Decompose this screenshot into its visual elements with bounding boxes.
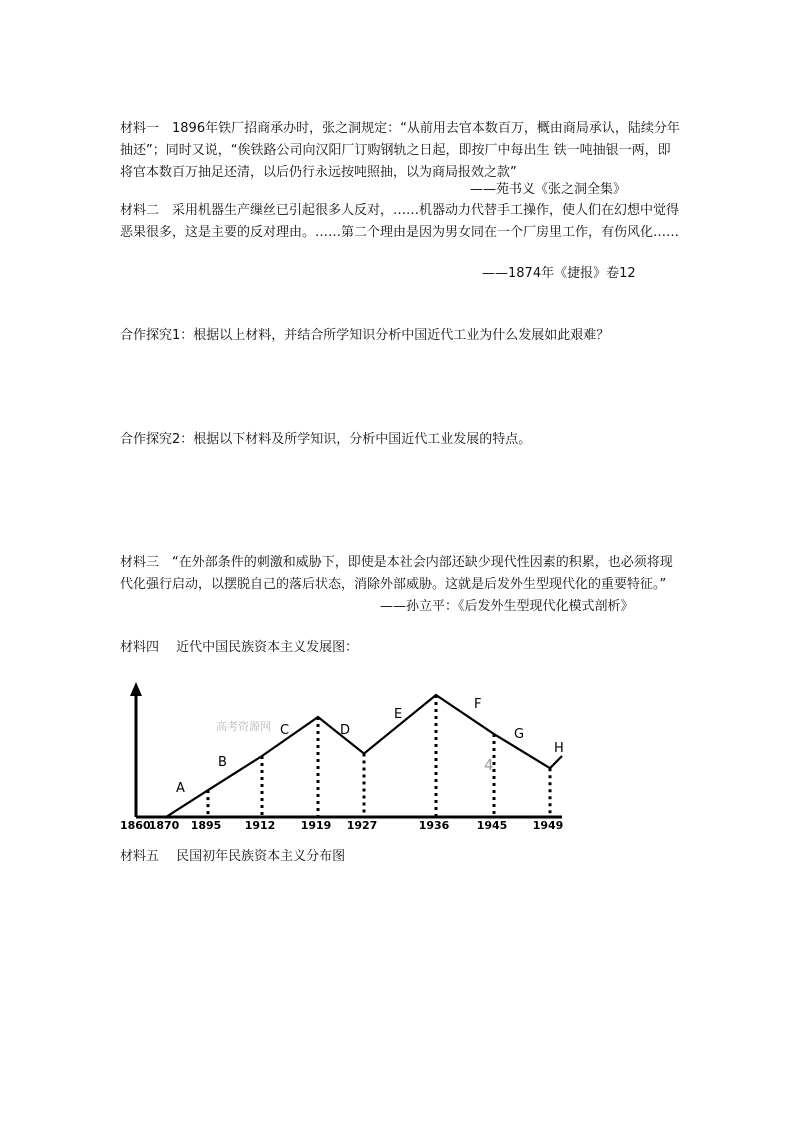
chart-overlay-digit: 4 <box>484 756 494 774</box>
chart-point-label: E <box>394 707 403 722</box>
question-1: 合作探究1：根据以上材料，并结合所学知识分析中国近代工业为什么发展如此艰难？ <box>120 328 610 343</box>
chart-tick-label: 1870 <box>148 819 180 832</box>
chart-point-label: D <box>340 723 351 738</box>
chart-point-label: C <box>280 723 290 738</box>
material-3-text: 材料三 “在外部条件的刺激和威胁下，即使是本社会内部还缺少现代性因素的积累，也必须将现代化强行启动，以摆脱自己的落后状态，消除外部威胁。这就是后发外生型现代化的重要特征。” <box>120 555 673 592</box>
chart-point-label: F <box>474 697 482 712</box>
chart-tick-label: 1860 <box>120 819 151 832</box>
chart-tick-label: 1912 <box>244 819 276 832</box>
chart-tick-label: 1936 <box>418 819 450 832</box>
chart-tick-label: 1949 <box>532 819 564 832</box>
question-2: 合作探究2：根据以下材料及所学知识，分析中国近代工业发展的特点。 <box>120 432 532 447</box>
chart-tick-label: 1895 <box>190 819 222 832</box>
material-1-source: ——苑书义《张之洞全集》 <box>470 182 627 197</box>
material-1-text: 材料一 1896年铁厂招商承办时，张之洞规定：“从前用去官本数百万，概由商局承认，陆续分年抽还”；同时又说，“俟铁路公司向汉阳厂订购钢轨之日起，即按厂中每出生 铁一吨抽银一两，即将官本数百万抽足还清，以后仍行永远按吨照抽，以为商局报效之款” <box>120 121 680 180</box>
development-chart <box>118 670 562 832</box>
material-2-text: 材料二 采用机器生产缫丝已引起很多人反对，……机器动力代替手工操作，使人们在幻想中觉得恶果很多，这是主要的反对理由。……第二个理由是因为男女同在一个厂房里工作，有伤风化…… <box>120 203 680 240</box>
chart-tick-label: 1927 <box>346 819 378 832</box>
chart-point-label: A <box>176 781 185 796</box>
material-4-title: 材料四 近代中国民族资本主义发展图： <box>120 640 359 655</box>
chart-tick-label: 1919 <box>300 819 332 832</box>
chart-series-line <box>142 695 562 817</box>
material-2-source: ——1874年《捷报》卷12 <box>482 266 636 281</box>
material-3-source: ——孙立平：《后发外生型现代化模式剖析》 <box>380 599 634 614</box>
chart-y-axis-arrow <box>130 682 142 696</box>
chart-tick-label: 1945 <box>476 819 508 832</box>
chart-watermark: 高考资源网 <box>216 720 271 733</box>
chart-point-label: H <box>554 741 564 756</box>
chart-point-label: G <box>514 727 525 742</box>
material-5-title: 材料五 民国初年民族资本主义分布图 <box>120 849 346 864</box>
chart-point-label: B <box>218 755 227 770</box>
